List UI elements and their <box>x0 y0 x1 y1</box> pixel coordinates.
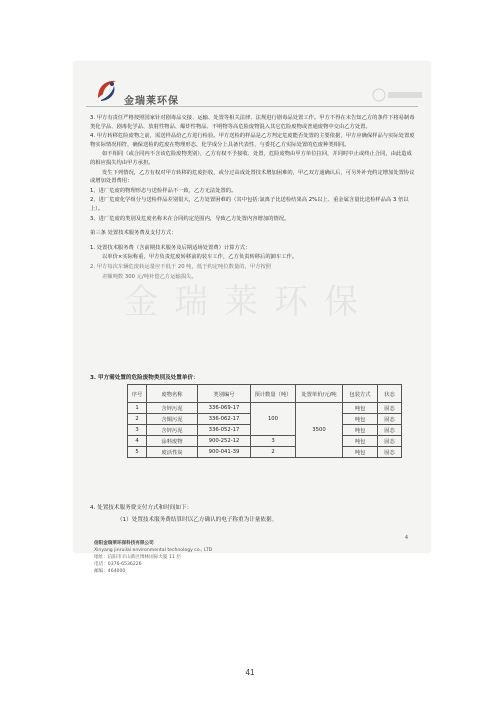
col-header-code: 类别编号 <box>198 385 251 403</box>
cell-name: 含锌污泥 <box>147 425 198 436</box>
table-row <box>128 403 402 414</box>
table-header-row <box>128 385 402 403</box>
fee-item-2-detail: 差额吨数 300 元/吨补偿乙方运输损失。 <box>102 273 197 280</box>
cell-name: 含锌污泥 <box>147 403 198 414</box>
cell-index: 2 <box>128 414 147 425</box>
cell-code: 900-252-12 <box>198 436 251 447</box>
condition-1: 1、进厂危废的物理形态与送检样品不一致，乙方无法处置的。 <box>90 187 237 194</box>
cell-index: 3 <box>128 425 147 436</box>
company-logo-text: 金瑞莱环保 <box>124 96 179 107</box>
cell-state: 固态 <box>378 436 402 447</box>
clause-4: 4. 甲方转移危险废物之前，需送样品给乙方进行检验。甲方送检的样品是乙方判定危废能否处置的主要依据，甲方应确保样品与实际处置废物实际情况相符，确保送检的危废在物理形态、化学成分上具备代表性，与委托乙方实际处置的危废种类相同。 <box>90 133 415 148</box>
cell-code: 900-041-39 <box>198 447 251 458</box>
watermark: 金瑞莱环保 <box>124 282 374 322</box>
cell-packaging: 吨包 <box>343 425 378 436</box>
cell-code: 336-052-17 <box>198 425 251 436</box>
condition-2: 2、进厂危废化学组分与送检样品差别很大，乙方处置困难的（其中包括:氯离子比送检结果高 2%以上、重金属含量比送检样品高 3 倍以上）。 <box>90 197 409 212</box>
cell-name: 废活性炭 <box>147 447 198 458</box>
cell-quantity: 2 <box>251 447 296 458</box>
page-number: 41 <box>245 668 255 677</box>
clause-3: 3. 甲方有责任严格按照国家针对剧毒品交接、运输、处置等相关法律、法规进行剧毒品处置工作。甲方不得在未告知乙方的条件下将易制毒类化学品、剧毒化学品、放射性物品、爆炸性物品、不明物等高危险废物混入其它危险废物或普通废物中交由乙方处置。 <box>90 115 415 130</box>
footer-company-cn: 信阳金瑞莱环保科技有限公司 <box>94 541 154 546</box>
footer-address: 地址：信阳市羊山新区博林国际大厦 11 层 <box>94 555 181 560</box>
cell-code: 336-069-17 <box>198 403 251 414</box>
footer-postcode: 邮编：464000 <box>94 569 126 574</box>
col-header-price: 处置单价/元/吨 <box>296 385 343 403</box>
fee-item-1: 1. 处置技术服务费（含前期技术服务及后期适场处置费）计算方式： <box>90 244 251 251</box>
cell-index: 1 <box>128 403 147 414</box>
article-3-heading: 第三条 处置技术服务费及支付方式： <box>90 230 177 237</box>
col-header-state: 状态 <box>378 385 402 403</box>
fee-item-2: 2. 甲方每次车辆危废转运量应不低于 20 吨，低于约定吨位数量的，甲方按照 <box>90 263 272 270</box>
cell-name: 涂料废物 <box>147 436 198 447</box>
clause-4-note: 如不相同（或合同内不含该危险废物类别），乙方有权不予接收、处置，危险废物由甲方单位拉回，并同时中止或终止合同，由此造成的相应损失均由甲方承担。 <box>90 151 412 166</box>
cell-index: 4 <box>128 436 147 447</box>
col-header-name: 废物名称 <box>147 385 198 403</box>
header-rule <box>86 106 418 107</box>
cell-packaging: 吨包 <box>343 414 378 425</box>
cell-packaging: 吨包 <box>343 436 378 447</box>
payment-line-1: （1）处置技术服务费结算时以乙方确认的电子称重为计量依据。 <box>117 517 278 523</box>
table-row <box>128 447 402 458</box>
sheet-page-no: 4 <box>404 535 408 541</box>
scanned-page <box>74 62 430 574</box>
fee-item-1-detail: 以单价×实际称重，甲方负责危废转移前的装车工作，乙方负责转移后的卸车工作。 <box>102 254 298 261</box>
cell-state: 固态 <box>378 403 402 414</box>
cell-packaging: 吨包 <box>343 403 378 414</box>
waste-price-table <box>127 384 402 458</box>
cell-state: 固态 <box>378 425 402 436</box>
footer-phone: 电话：0376-6536226 <box>94 562 142 567</box>
cell-quantity-merged: 100 <box>251 403 296 436</box>
cell-name: 含铜污泥 <box>147 414 198 425</box>
col-header-quantity: 预计数量（吨） <box>251 385 296 403</box>
letterhead-footer <box>94 540 212 575</box>
cell-state: 固态 <box>378 447 402 458</box>
cell-packaging: 吨包 <box>343 447 378 458</box>
cell-state: 固态 <box>378 414 402 425</box>
company-logo-icon <box>92 76 122 104</box>
cell-price-merged: 3500 <box>296 403 343 458</box>
table-row <box>128 436 402 447</box>
rejection-conditions: 发生下列情况，乙方有权对甲方转移的危废拒收，或分过高成处置技术增加困难的，甲乙双方通确认后，可另外补充约定增加处置协议或增加处置费用： <box>90 169 415 185</box>
company-logo <box>92 76 202 106</box>
footer-company-en: Xinyang jinruilai environmental technology co., LTD <box>94 548 213 553</box>
cell-code: 336-062-17 <box>198 414 251 425</box>
faint-logo-icon <box>372 88 424 102</box>
cell-quantity: 3 <box>251 436 296 447</box>
col-header-index: 序号 <box>128 385 147 403</box>
contract-body <box>90 114 416 282</box>
condition-3: 3、进厂危废的类别及危废名称未在合同约定范围内，导致乙方处置内容增加的情况。 <box>90 215 290 222</box>
cell-index: 5 <box>128 447 147 458</box>
table-title: 3. 甲方需处置的危险废物类别及处置单价： <box>90 375 199 381</box>
payment-title: 4. 处置技术服务费支付方式和时间如下： <box>90 505 193 511</box>
col-header-packaging: 包装方式 <box>343 385 378 403</box>
